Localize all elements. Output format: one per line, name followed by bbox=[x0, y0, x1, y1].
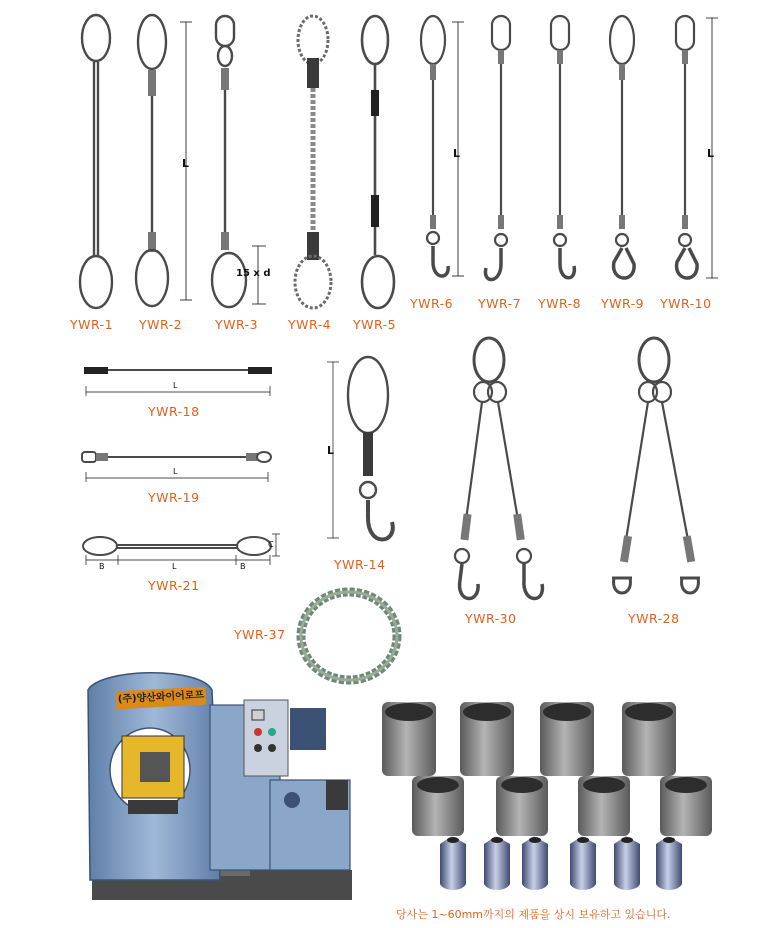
dimension-label-l-3: L bbox=[707, 147, 715, 160]
ywr-10-sling-diagram bbox=[676, 16, 697, 278]
label-ywr-8: YWR-8 bbox=[538, 296, 582, 311]
ywr-30-sling-diagram bbox=[455, 338, 542, 599]
ywr-14-sling-diagram bbox=[327, 357, 393, 540]
ywr-1-sling-diagram bbox=[80, 15, 112, 308]
dimension-label-l-14: L bbox=[327, 444, 335, 457]
aluminum-sleeves bbox=[382, 702, 712, 836]
dimension-label-l-21: L bbox=[172, 562, 177, 571]
ywr-21-diagram bbox=[83, 534, 280, 565]
label-ywr-4: YWR-4 bbox=[288, 317, 332, 332]
label-ywr-14: YWR-14 bbox=[334, 557, 386, 572]
ywr-5-sling-diagram bbox=[362, 16, 394, 308]
ywr-18-diagram bbox=[84, 367, 272, 396]
label-ywr-7: YWR-7 bbox=[478, 296, 522, 311]
ywr-6-sling-diagram bbox=[421, 16, 448, 276]
label-ywr-10: YWR-10 bbox=[660, 296, 712, 311]
dimension-label-l-18: L bbox=[173, 381, 178, 390]
label-ywr-5: YWR-5 bbox=[353, 317, 397, 332]
label-ywr-18: YWR-18 bbox=[148, 404, 200, 419]
label-ywr-9: YWR-9 bbox=[601, 296, 645, 311]
dimension-label-c: C bbox=[268, 540, 274, 549]
dimension-label-splice: 15 x d bbox=[236, 268, 271, 279]
ywr-3-sling-diagram bbox=[212, 16, 246, 307]
label-ywr-19: YWR-19 bbox=[148, 490, 200, 505]
ywr-4-sling-diagram bbox=[295, 16, 331, 308]
dimension-label-b-left: B bbox=[99, 562, 105, 571]
ywr-8-sling-diagram bbox=[551, 16, 574, 278]
label-ywr-6: YWR-6 bbox=[410, 296, 454, 311]
label-ywr-3: YWR-3 bbox=[215, 317, 259, 332]
label-ywr-28: YWR-28 bbox=[628, 611, 680, 626]
stock-note: 당사는 1~60mm까지의 제품을 상시 보유하고 있습니다. bbox=[396, 908, 671, 921]
ywr-7-sling-diagram bbox=[485, 16, 510, 280]
label-ywr-21: YWR-21 bbox=[148, 578, 200, 593]
dimension-label-l-1: L bbox=[182, 157, 190, 170]
label-ywr-37: YWR-37 bbox=[234, 627, 286, 642]
label-ywr-2: YWR-2 bbox=[139, 317, 183, 332]
label-ywr-1: YWR-1 bbox=[70, 317, 114, 332]
dimension-label-l-19: L bbox=[173, 467, 178, 476]
label-ywr-30: YWR-30 bbox=[465, 611, 517, 626]
dimension-label-b-right: B bbox=[240, 562, 246, 571]
ywr-37-coil bbox=[301, 592, 397, 680]
machine-company-sign: (주)양산와이어로프 bbox=[116, 687, 207, 710]
ywr-9-sling-diagram bbox=[610, 16, 634, 278]
ywr-2-sling-diagram bbox=[136, 15, 168, 306]
steel-ferrules bbox=[440, 836, 682, 890]
dimension-label-l-2: L bbox=[453, 147, 461, 160]
ywr-28-sling-diagram bbox=[612, 338, 700, 593]
